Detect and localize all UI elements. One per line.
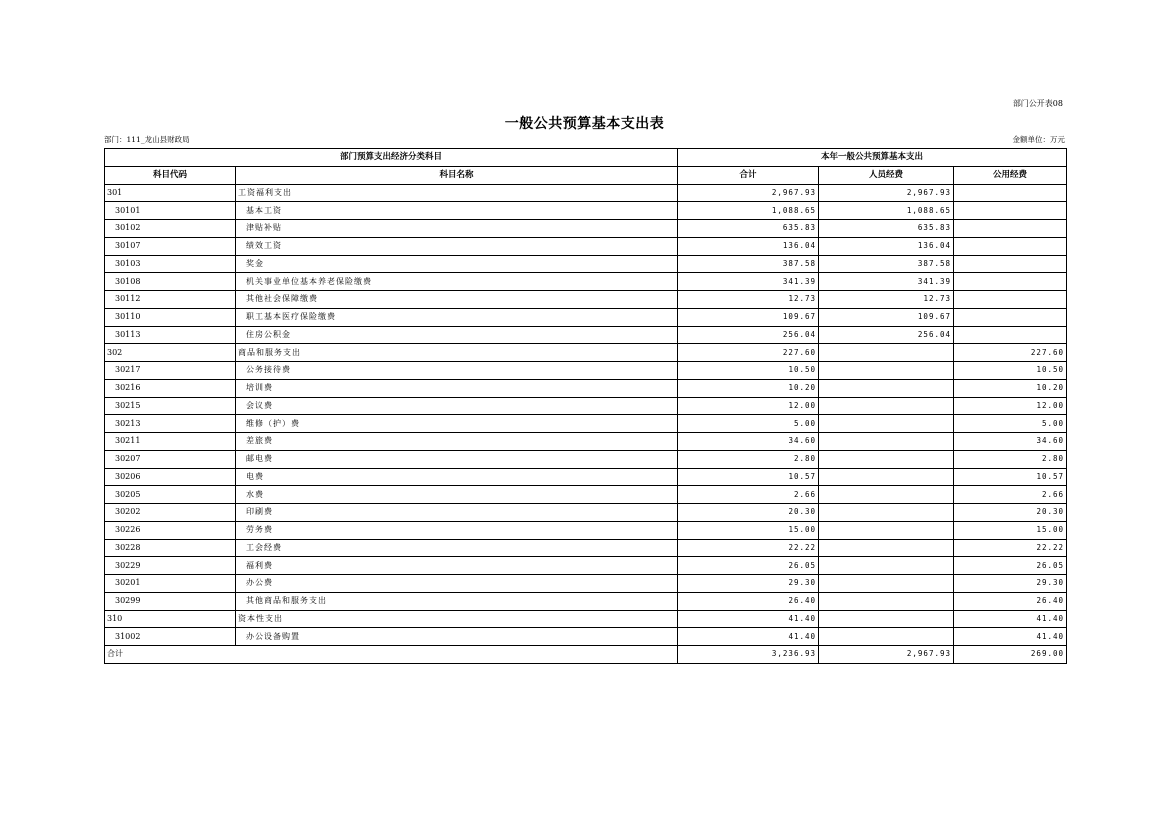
table-row [105,575,1067,593]
row-total: 26.40 [678,592,819,610]
row-name: 办公设备购置 [236,628,678,646]
table-row [105,326,1067,344]
row-total: 2.80 [678,450,819,468]
header-code: 科目代码 [105,166,236,184]
row-name: 福利费 [236,557,678,575]
row-personnel [819,557,954,575]
row-code: 310 [105,610,236,628]
table-row [105,415,1067,433]
header-personnel: 人员经费 [819,166,954,184]
row-public [954,273,1067,291]
row-total: 635.83 [678,220,819,238]
row-total: 341.39 [678,273,819,291]
row-total: 256.04 [678,326,819,344]
row-code: 30226 [105,521,236,539]
row-personnel [819,362,954,380]
row-name: 水费 [236,486,678,504]
row-personnel [819,504,954,522]
row-public [954,237,1067,255]
table-row [105,486,1067,504]
row-total: 12.73 [678,291,819,309]
row-total: 10.57 [678,468,819,486]
row-name: 印刷费 [236,504,678,522]
table-row [105,433,1067,451]
row-total: 387.58 [678,255,819,273]
table-row [105,468,1067,486]
row-code: 30110 [105,308,236,326]
row-name: 劳务费 [236,521,678,539]
row-code: 30112 [105,291,236,309]
row-code: 302 [105,344,236,362]
row-total: 34.60 [678,433,819,451]
row-name: 电费 [236,468,678,486]
department-label: 部门：111_龙山县财政局 [104,135,190,144]
row-public: 10.20 [954,379,1067,397]
row-personnel [819,521,954,539]
row-name: 机关事业单位基本养老保险缴费 [236,273,678,291]
page-title: 一般公共预算基本支出表 [504,116,665,132]
row-total: 12.00 [678,397,819,415]
row-total: 2.66 [678,486,819,504]
row-name: 其他社会保障缴费 [236,291,678,309]
row-public: 29.30 [954,575,1067,593]
row-public: 10.57 [954,468,1067,486]
table-row [105,628,1067,646]
table-row [105,610,1067,628]
row-personnel [819,344,954,362]
row-code: 30107 [105,237,236,255]
row-public: 22.22 [954,539,1067,557]
row-personnel [819,610,954,628]
row-public: 10.50 [954,362,1067,380]
row-code: 30206 [105,468,236,486]
row-personnel: 12.73 [819,291,954,309]
row-public: 34.60 [954,433,1067,451]
row-personnel [819,628,954,646]
table-row [105,291,1067,309]
row-public: 26.40 [954,592,1067,610]
row-public [954,308,1067,326]
row-personnel [819,486,954,504]
table-row [105,379,1067,397]
row-name: 差旅费 [236,433,678,451]
row-code: 30228 [105,539,236,557]
row-name: 会议费 [236,397,678,415]
table-row [105,362,1067,380]
row-personnel [819,468,954,486]
row-public: 2.66 [954,486,1067,504]
header-name: 科目名称 [236,166,678,184]
row-public: 20.30 [954,504,1067,522]
table-row [105,344,1067,362]
row-code: 30215 [105,397,236,415]
row-personnel: 256.04 [819,326,954,344]
unit-label: 金额单位：万元 [1012,135,1065,144]
header-group-classification: 部门预算支出经济分类科目 [105,149,678,167]
row-public [954,255,1067,273]
header-public: 公用经费 [954,166,1067,184]
row-name: 职工基本医疗保险缴费 [236,308,678,326]
row-public: 15.00 [954,521,1067,539]
row-personnel: 387.58 [819,255,954,273]
table-row [105,255,1067,273]
row-code: 30207 [105,450,236,468]
header-total: 合计 [678,166,819,184]
row-name: 住房公积金 [236,326,678,344]
row-total: 20.30 [678,504,819,522]
row-personnel: 2,967.93 [819,184,954,202]
row-code: 30205 [105,486,236,504]
total-amount: 3,236.93 [678,646,819,664]
row-total: 109.67 [678,308,819,326]
row-code: 30213 [105,415,236,433]
row-total: 41.40 [678,628,819,646]
table-row [105,308,1067,326]
row-public: 227.60 [954,344,1067,362]
row-code: 30201 [105,575,236,593]
row-total: 5.00 [678,415,819,433]
row-name: 基本工资 [236,202,678,220]
row-code: 301 [105,184,236,202]
table-row [105,273,1067,291]
row-name: 工会经费 [236,539,678,557]
row-personnel: 136.04 [819,237,954,255]
row-public [954,326,1067,344]
row-personnel [819,379,954,397]
row-code: 30108 [105,273,236,291]
row-public: 5.00 [954,415,1067,433]
row-personnel [819,415,954,433]
row-name: 公务接待费 [236,362,678,380]
table-row [105,202,1067,220]
header-row [105,166,1067,184]
row-total: 2,967.93 [678,184,819,202]
row-name: 工资福利支出 [236,184,678,202]
row-total: 10.20 [678,379,819,397]
row-code: 30202 [105,504,236,522]
row-code: 31002 [105,628,236,646]
row-name: 津贴补贴 [236,220,678,238]
table-row [105,557,1067,575]
row-personnel: 1,088.65 [819,202,954,220]
budget-table [104,148,1067,664]
row-total: 10.50 [678,362,819,380]
row-total: 15.00 [678,521,819,539]
row-code: 30216 [105,379,236,397]
row-name: 绩效工资 [236,237,678,255]
table-row [105,539,1067,557]
row-name: 其他商品和服务支出 [236,592,678,610]
row-code: 30299 [105,592,236,610]
form-number: 部门公开表08 [1012,99,1063,108]
row-name: 办公费 [236,575,678,593]
total-public: 269.00 [954,646,1067,664]
table-row [105,504,1067,522]
row-public [954,184,1067,202]
row-public: 41.40 [954,628,1067,646]
table-row [105,220,1067,238]
row-code: 30103 [105,255,236,273]
row-personnel: 109.67 [819,308,954,326]
row-public [954,202,1067,220]
header-group-budget: 本年一般公共预算基本支出 [678,149,1067,167]
header-group-row [105,149,1067,167]
row-total: 136.04 [678,237,819,255]
total-label: 合计 [105,646,678,664]
row-total: 29.30 [678,575,819,593]
table-body [105,184,1067,646]
row-public: 2.80 [954,450,1067,468]
row-total: 22.22 [678,539,819,557]
row-public [954,220,1067,238]
table-row [105,592,1067,610]
row-name: 培训费 [236,379,678,397]
row-public: 12.00 [954,397,1067,415]
total-personnel: 2,967.93 [819,646,954,664]
row-public [954,291,1067,309]
row-personnel [819,539,954,557]
row-code: 30102 [105,220,236,238]
row-total: 227.60 [678,344,819,362]
row-name: 维修（护）费 [236,415,678,433]
total-row [105,646,1067,664]
row-name: 邮电费 [236,450,678,468]
row-personnel: 341.39 [819,273,954,291]
row-personnel [819,575,954,593]
row-personnel [819,450,954,468]
table-row [105,237,1067,255]
table-row [105,184,1067,202]
row-code: 30211 [105,433,236,451]
row-public: 26.05 [954,557,1067,575]
table-row [105,397,1067,415]
row-code: 30113 [105,326,236,344]
row-personnel: 635.83 [819,220,954,238]
table-row [105,521,1067,539]
table-row [105,450,1067,468]
row-code: 30229 [105,557,236,575]
row-personnel [819,592,954,610]
row-name: 商品和服务支出 [236,344,678,362]
row-name: 资本性支出 [236,610,678,628]
row-personnel [819,397,954,415]
row-personnel [819,433,954,451]
row-name: 奖金 [236,255,678,273]
row-code: 30101 [105,202,236,220]
row-code: 30217 [105,362,236,380]
row-total: 26.05 [678,557,819,575]
row-total: 1,088.65 [678,202,819,220]
row-public: 41.40 [954,610,1067,628]
row-total: 41.40 [678,610,819,628]
